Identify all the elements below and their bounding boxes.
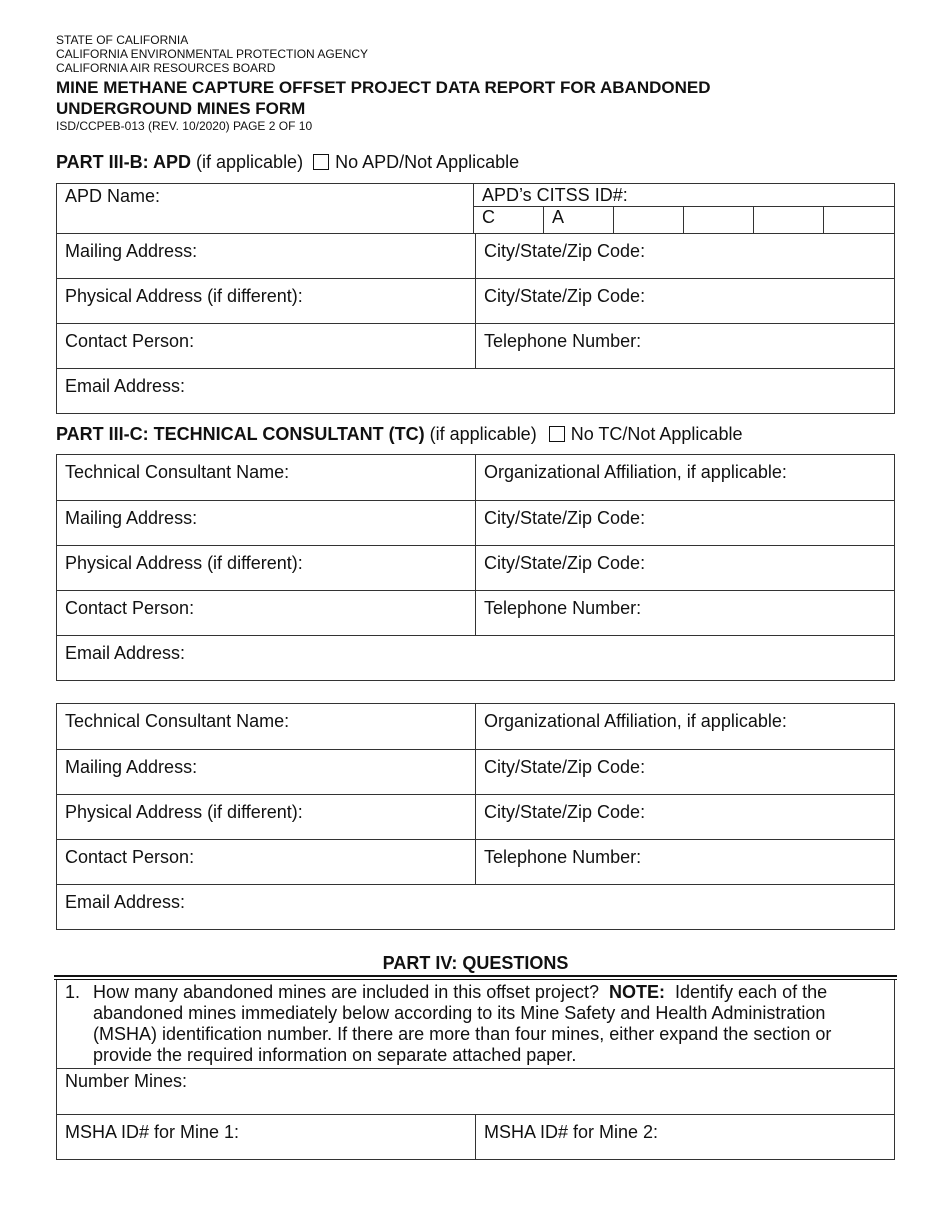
no-tc-checkbox[interactable]	[549, 426, 565, 442]
msha-id-mine-2[interactable]: MSHA ID# for Mine 2:	[484, 1122, 659, 1142]
apd-physical-city-state-zip[interactable]: City/State/Zip Code:	[484, 286, 646, 306]
number-mines-field[interactable]: Number Mines:	[65, 1071, 188, 1091]
no-tc-label: No TC/Not Applicable	[570, 424, 743, 444]
no-apd-checkbox[interactable]	[313, 154, 329, 170]
part3c-heading-normal: (if applicable)	[429, 424, 537, 444]
question-1	[57, 980, 894, 1069]
tc-affiliation[interactable]: Organizational Affiliation, if applicable:	[484, 462, 787, 482]
tc-physical-city-state-zip[interactable]: City/State/Zip Code:	[484, 802, 646, 822]
citss-box[interactable]	[684, 207, 754, 233]
citss-box[interactable]	[614, 207, 684, 233]
header-board: CALIFORNIA AIR RESOURCES BOARD	[56, 61, 276, 75]
apd-table	[56, 183, 895, 414]
apd-physical-address[interactable]: Physical Address (if different):	[57, 279, 476, 323]
form-title-line2: UNDERGROUND MINES FORM	[56, 99, 306, 118]
citss-box[interactable]	[824, 207, 894, 233]
citss-id-field	[474, 184, 894, 233]
apd-contact-person[interactable]: Contact Person:	[57, 324, 476, 368]
question-1-text	[93, 982, 886, 1066]
apd-name-field[interactable]: APD Name:	[57, 184, 474, 233]
header-state: STATE OF CALIFORNIA	[56, 33, 189, 47]
tc-telephone[interactable]: Telephone Number:	[484, 598, 642, 618]
tc-name[interactable]: Technical Consultant Name:	[57, 704, 476, 749]
part3c-heading	[56, 423, 742, 445]
part3b-heading-bold: PART III-B: APD	[56, 152, 191, 172]
part3b-heading-normal: (if applicable)	[196, 152, 304, 172]
tc-physical-city-state-zip[interactable]: City/State/Zip Code:	[484, 553, 646, 573]
tc-table-1	[56, 454, 895, 681]
tc-physical-address[interactable]: Physical Address (if different):	[57, 795, 476, 839]
form-title-line1: MINE METHANE CAPTURE OFFSET PROJECT DATA REPORT FOR ABANDONED	[56, 78, 711, 97]
part4-title: PART IV: QUESTIONS	[382, 953, 569, 973]
citss-box[interactable]: C	[474, 207, 544, 233]
tc-mailing-address[interactable]: Mailing Address:	[57, 750, 476, 794]
apd-city-state-zip[interactable]: City/State/Zip Code:	[484, 241, 646, 261]
tc-table-2	[56, 703, 895, 930]
tc-name[interactable]: Technical Consultant Name:	[57, 455, 476, 500]
part3b-heading	[56, 151, 519, 173]
apd-email[interactable]: Email Address:	[65, 376, 186, 396]
question-1-text-b: Identify each of the abandoned mines immediately below according to its Mine Safety and Health Administration (MSHA) identification number. If there are more than four mines, either expand the section or provide the required information on separate attached paper.	[93, 982, 832, 1065]
citss-id-boxes	[474, 207, 894, 233]
tc-mailing-address[interactable]: Mailing Address:	[57, 501, 476, 545]
tc-telephone[interactable]: Telephone Number:	[484, 847, 642, 867]
tc-email[interactable]: Email Address:	[65, 892, 186, 912]
tc-affiliation[interactable]: Organizational Affiliation, if applicable:	[484, 711, 787, 731]
citss-box[interactable]: A	[544, 207, 614, 233]
citss-box[interactable]	[754, 207, 824, 233]
apd-telephone[interactable]: Telephone Number:	[484, 331, 642, 351]
question-number: 1.	[65, 982, 81, 1002]
tc-email[interactable]: Email Address:	[65, 643, 186, 663]
part3c-heading-bold: PART III-C: TECHNICAL CONSULTANT (TC)	[56, 424, 425, 444]
msha-id-mine-1[interactable]: MSHA ID# for Mine 1:	[57, 1115, 476, 1159]
question-1-text-a: How many abandoned mines are included in this offset project?	[93, 982, 599, 1002]
tc-contact-person[interactable]: Contact Person:	[57, 591, 476, 635]
tc-city-state-zip[interactable]: City/State/Zip Code:	[484, 757, 646, 777]
no-apd-label: No APD/Not Applicable	[335, 152, 520, 172]
tc-city-state-zip[interactable]: City/State/Zip Code:	[484, 508, 646, 528]
tc-physical-address[interactable]: Physical Address (if different):	[57, 546, 476, 590]
questions-table	[56, 980, 895, 1160]
apd-mailing-address[interactable]: Mailing Address:	[57, 234, 476, 278]
question-1-note: NOTE:	[608, 982, 665, 1002]
tc-contact-person[interactable]: Contact Person:	[57, 840, 476, 884]
header-agency: CALIFORNIA ENVIRONMENTAL PROTECTION AGENCY	[56, 47, 369, 61]
form-id: ISD/CCPEB-013 (REV. 10/2020) PAGE 2 OF 10	[56, 119, 313, 133]
citss-id-label: APD’s CITSS ID#:	[474, 184, 894, 207]
